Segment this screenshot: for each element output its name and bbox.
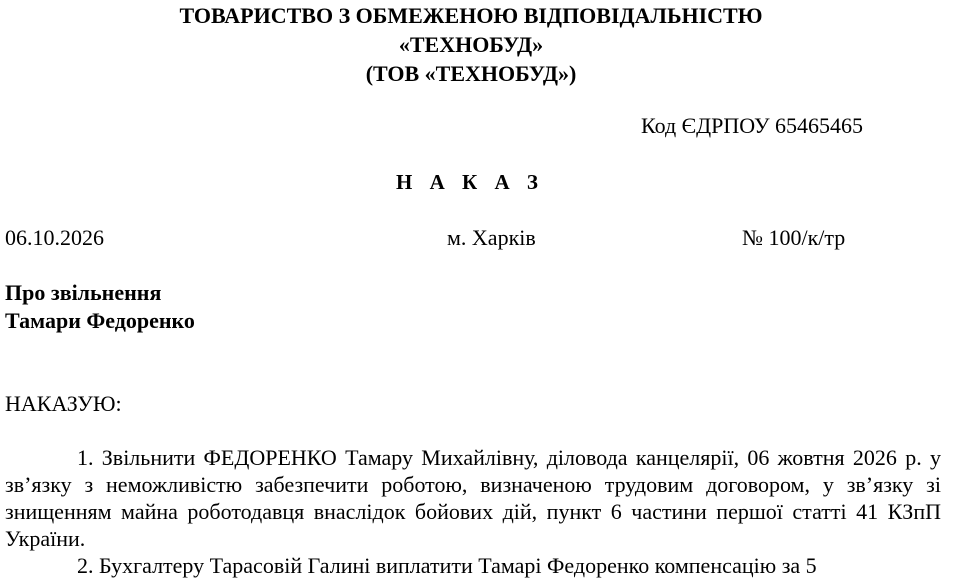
organization-short-name: (ТОВ «ТЕХНОБУД») bbox=[365, 61, 577, 86]
order-date: 06.10.2026 bbox=[5, 225, 104, 250]
subject-line1: Про звільнення bbox=[5, 280, 162, 305]
organization-name-line1: ТОВАРИСТВО З ОБМЕЖЕНОЮ ВІДПОВІДАЛЬНІСТЮ bbox=[179, 3, 763, 28]
subject-line2: Тамари Федоренко bbox=[5, 308, 195, 333]
order-directive: НАКАЗУЮ: bbox=[5, 391, 122, 416]
order-city: м. Харків bbox=[447, 225, 536, 250]
document-title: Н А К А З bbox=[396, 170, 544, 194]
organization-name-line2: «ТЕХНОБУД» bbox=[398, 32, 544, 57]
order-number: № 100/к/тр bbox=[742, 225, 846, 250]
order-item-2: 2. Бухгалтеру Тарасовій Галині виплатити Тамарі Федоренко компенсацію за 5 bbox=[77, 553, 817, 578]
order-item-1: 1. Звільнити ФЕДОРЕНКО Тамару Михайлівну, діловода канцелярії, 06 жовтня 2026 р. у зв’язку з неможливістю забезпечити роботою, визначеною трудовим договором, у зв’язку зі знищенням майна роботодавця внаслідок бойових дій, пункт 6 частини першої статті 41 КЗпП України. bbox=[5, 445, 941, 551]
edrpou-code: Код ЄДРПОУ 65465465 bbox=[641, 113, 864, 138]
